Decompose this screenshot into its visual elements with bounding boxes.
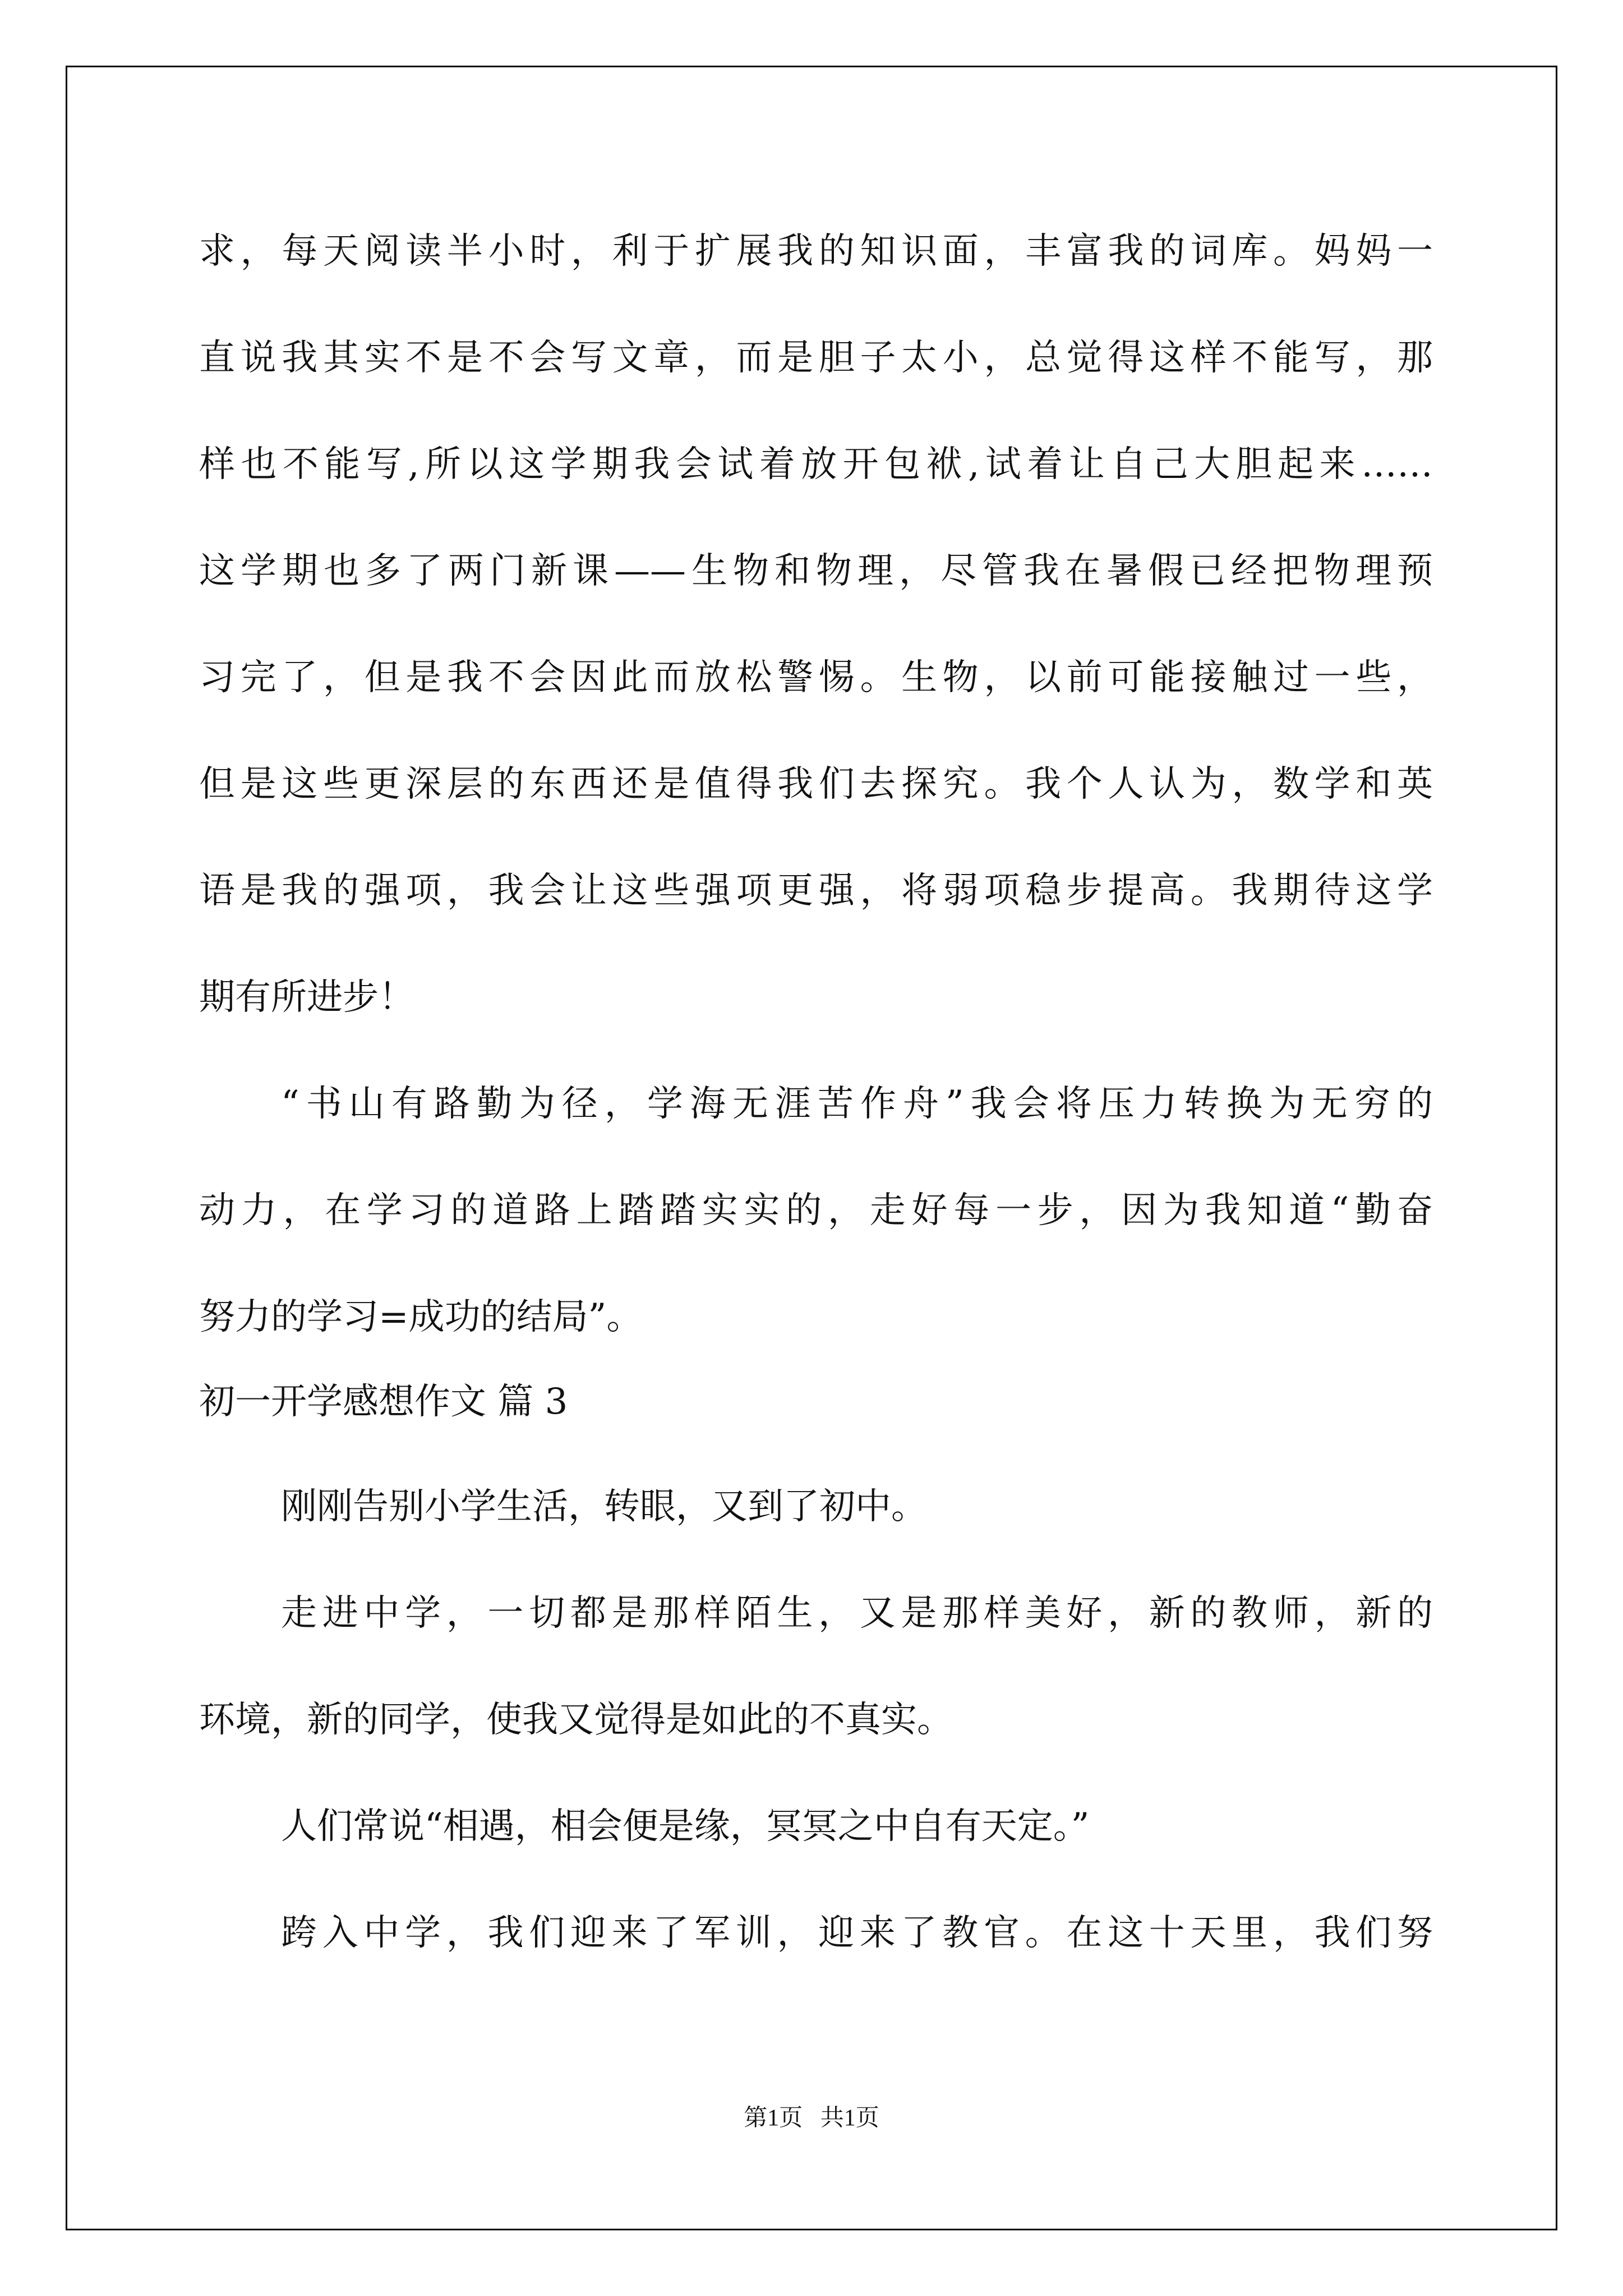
text-line: “书山有路勤为径，学海无涯苦作舟”我会将压力转换为无穷的 bbox=[281, 1083, 1433, 1125]
text-line: 人们常说“相遇，相会便是缘，冥冥之中自有天定。” bbox=[281, 1806, 1090, 1847]
text-line: 环境，新的同学，使我又觉得是如此的不真实。 bbox=[199, 1699, 953, 1741]
text-line: 但是这些更深层的东西还是值得我们去探究。我个人认为，数学和英 bbox=[199, 763, 1433, 805]
text-line: 求，每天阅读半小时，利于扩展我的知识面，丰富我的词库。妈妈一 bbox=[199, 231, 1433, 272]
text-line: 样也不能写,所以这学期我会试着放开包袱,试着让自己大胆起来…… bbox=[199, 444, 1433, 485]
text-line: 习完了，但是我不会因此而放松警惕。生物，以前可能接触过一些， bbox=[199, 657, 1433, 698]
text-line: 语是我的强项，我会让这些强项更强，将弱项稳步提高。我期待这学 bbox=[199, 870, 1433, 912]
page-footer: 第1页 共1页 bbox=[744, 2105, 879, 2131]
text-line: 这学期也多了两门新课——生物和物理，尽管我在暑假已经把物理预 bbox=[199, 550, 1433, 592]
section-heading: 初一开学感想作文 篇 3 bbox=[199, 1381, 568, 1423]
page-border bbox=[66, 66, 1557, 2230]
text-line: 努力的学习=成功的结局”。 bbox=[199, 1296, 643, 1338]
text-line: 动力，在学习的道路上踏踏实实的，走好每一步，因为我知道“勤奋 bbox=[199, 1190, 1433, 1231]
text-line: 走进中学，一切都是那样陌生，又是那样美好，新的教师，新的 bbox=[281, 1593, 1433, 1634]
text-line: 期有所进步！ bbox=[199, 977, 414, 1018]
text-line: 刚刚告别小学生活，转眼，又到了初中。 bbox=[281, 1486, 927, 1527]
text-line: 跨入中学，我们迎来了军训，迎来了教官。在这十天里，我们努 bbox=[281, 1912, 1433, 1954]
text-line: 直说我其实不是不会写文章，而是胆子太小，总觉得这样不能写，那 bbox=[199, 337, 1433, 379]
